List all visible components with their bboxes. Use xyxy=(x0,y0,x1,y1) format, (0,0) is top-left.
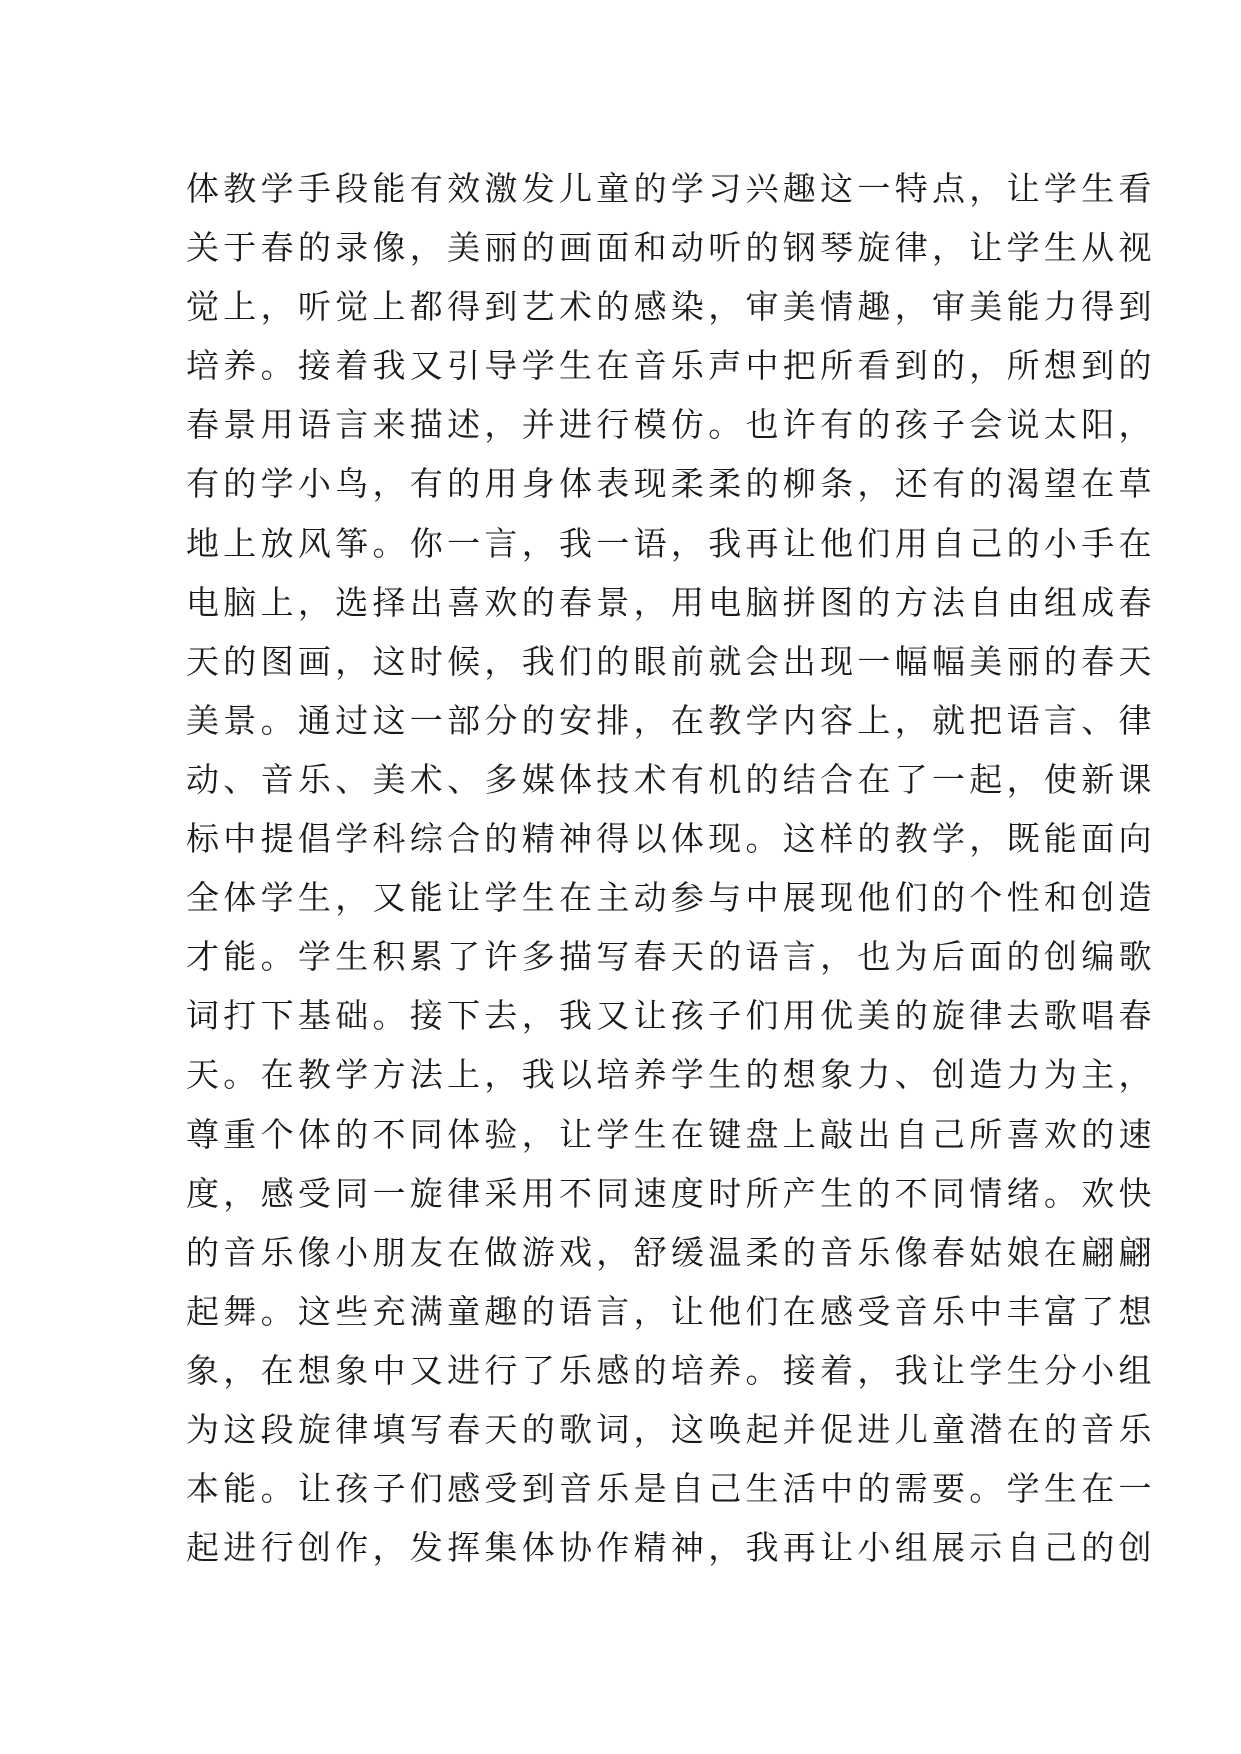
text-line: 天。在教学方法上，我以培养学生的想象力、创造力为主， xyxy=(186,1055,1156,1095)
text-line: 觉上，听觉上都得到艺术的感染，审美情趣，审美能力得到 xyxy=(186,287,1156,327)
text-line: 本能。让孩子们感受到音乐是自己生活中的需要。学生在一 xyxy=(186,1469,1156,1509)
text-line: 才能。学生积累了许多描写春天的语言，也为后面的创编歌 xyxy=(186,937,1156,977)
text-line: 象，在想象中又进行了乐感的培养。接着，我让学生分小组 xyxy=(186,1350,1156,1390)
text-line: 春景用语言来描述，并进行模仿。也许有的孩子会说太阳， xyxy=(186,405,1156,445)
text-line: 度，感受同一旋律采用不同速度时所产生的不同情绪。欢快 xyxy=(186,1173,1156,1213)
text-line: 词打下基础。接下去，我又让孩子们用优美的旋律去歌唱春 xyxy=(186,996,1156,1036)
text-line: 地上放风筝。你一言，我一语，我再让他们用自己的小手在 xyxy=(186,523,1156,563)
text-line: 培养。接着我又引导学生在音乐声中把所看到的，所想到的 xyxy=(186,346,1156,386)
text-line: 全体学生，又能让学生在主动参与中展现他们的个性和创造 xyxy=(186,878,1156,918)
text-line: 为这段旋律填写春天的歌词，这唤起并促进儿童潜在的音乐 xyxy=(186,1409,1156,1449)
text-line: 尊重个体的不同体验，让学生在键盘上敲出自己所喜欢的速 xyxy=(186,1114,1156,1154)
text-line: 的音乐像小朋友在做游戏，舒缓温柔的音乐像春姑娘在翩翩 xyxy=(186,1232,1156,1272)
text-line: 关于春的录像，美丽的画面和动听的钢琴旋律，让学生从视 xyxy=(186,228,1156,268)
text-line: 美景。通过这一部分的安排，在教学内容上，就把语言、律 xyxy=(186,700,1156,740)
text-line: 有的学小鸟，有的用身体表现柔柔的柳条，还有的渴望在草 xyxy=(186,464,1156,504)
text-line: 天的图画，这时候，我们的眼前就会出现一幅幅美丽的春天 xyxy=(186,641,1156,681)
body-text xyxy=(186,159,1156,1577)
text-line: 标中提倡学科综合的精神得以体现。这样的教学，既能面向 xyxy=(186,819,1156,859)
text-line: 电脑上，选择出喜欢的春景，用电脑拼图的方法自由组成春 xyxy=(186,582,1156,622)
text-line: 起舞。这些充满童趣的语言，让他们在感受音乐中丰富了想 xyxy=(186,1291,1156,1331)
text-line: 体教学手段能有效激发儿童的学习兴趣这一特点，让学生看 xyxy=(186,169,1156,208)
text-line: 动、音乐、美术、多媒体技术有机的结合在了一起，使新课 xyxy=(186,759,1156,799)
text-line: 起进行创作，发挥集体协作精神，我再让小组展示自己的创 xyxy=(186,1528,1156,1568)
